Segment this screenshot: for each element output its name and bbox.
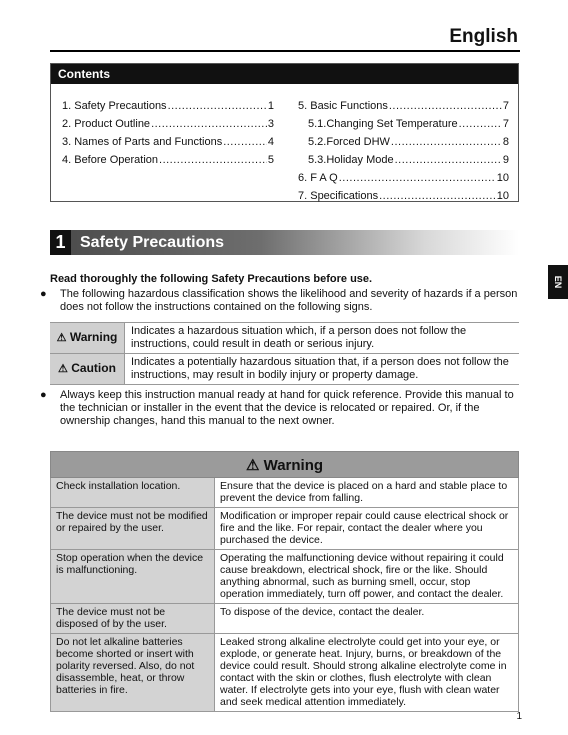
toc-subitem[interactable]: 5.1.Changing Set Temperature ..... 7 [298, 112, 509, 130]
warning-triangle-icon: ⚠ [245, 456, 260, 474]
section-number: 1 [50, 230, 71, 255]
contents-heading: Contents [51, 64, 518, 84]
caution-triangle-icon: ⚠ [58, 363, 68, 375]
hazard-label: ⚠ Caution [50, 354, 125, 385]
table-row [50, 323, 519, 354]
warning-triangle-icon: ⚠ [56, 332, 67, 344]
contents-box [50, 63, 519, 202]
header-rule [50, 50, 520, 52]
table-row: Do not let alkaline batteries become shorted or insert with polarity reversed. Also, do not disassemble, heat, or throw batteries in fire. Leaked strong alkaline electrolyte could get into your eye, or explode, or generate heat. Injury, burns, or breakdown of the device could result. Should strong alkaline electrolyte come in contact with the skin or clothes, flush electrolyte with clean water. If electrolyte gets into your eye, flush with clean water and seek medical attention immediately. [51, 634, 519, 712]
intro-paragraph: ● The following hazardous classification shows the likelihood and severity of hazards if a person does not follow the instructions contained on the following signs. [40, 288, 518, 313]
language-heading: English [449, 26, 518, 47]
lead-text: Read thoroughly the following Safety Precautions before use. [50, 273, 373, 285]
toc-item[interactable]: 6. F A Q ..... 10 [298, 166, 509, 184]
toc-subitem[interactable]: 5.2.Forced DHW ..... 8 [298, 130, 509, 148]
toc-item[interactable]: 5. Basic Functions ..... 7 [298, 94, 509, 112]
keep-manual-paragraph: ● Always keep this instruction manual ready at hand for quick reference. Provide this manual to the technician or installer in the event that the device is relocated or repaired. Or, if the ownership changes, hand this manual to the next owner. [40, 389, 514, 427]
toc-subitem[interactable]: 5.3.Holiday Mode ..... 9 [298, 148, 509, 166]
toc-item[interactable]: 7. Specifications ..... 10 [298, 184, 509, 202]
language-side-tab: EN [548, 265, 568, 299]
section-title: Safety Precautions [80, 234, 225, 251]
table-row [50, 354, 519, 385]
hazard-label: ⚠ Warning [50, 323, 125, 354]
table-row: Stop operation when the device is malfunctioning. Operating the malfunctioning device without repairing it could cause breakdown, electrical shock, fire or the like. Should anything abnormal, such as burning smell, occur, stop operation immediately, turn off power, and contact the dealer. [51, 550, 519, 604]
toc-item[interactable]: 2. Product Outline ..... 3 [62, 112, 274, 130]
table-row: The device must not be disposed of by the user. To dispose of the device, contact the dealer. [51, 604, 519, 634]
table-row: The device must not be modified or repaired by the user. Modification or improper repair could cause electrical shock or fire and the like. For repair, contact the dealer where you purchased the device. [51, 508, 519, 550]
table-row: Check installation location. Ensure that the device is placed on a hard and stable place to prevent the device from falling. [51, 478, 519, 508]
hazard-description: Indicates a potentially hazardous situation that, if a person does not follow the instructions, may result in bodily injury or property damage. [125, 354, 520, 385]
toc-right-column [298, 94, 509, 202]
warning-table [50, 451, 519, 712]
toc-item[interactable]: 4. Before Operation ..... 5 [62, 148, 274, 166]
bullet-icon: ● [40, 288, 47, 300]
page-number: 1 [516, 711, 522, 722]
toc-item[interactable]: 3. Names of Parts and Functions ..... 4 [62, 130, 274, 148]
table-header-row [51, 452, 519, 478]
bullet-icon: ● [40, 389, 47, 401]
toc-item[interactable]: 1. Safety Precautions ..... 1 [62, 94, 274, 112]
toc-left-column [62, 94, 274, 166]
hazard-description: Indicates a hazardous situation which, if a person does not follow the instructions, could result in death or serious injury. [125, 323, 520, 354]
section-title-bar [50, 230, 519, 255]
hazard-classification-table [50, 322, 519, 385]
warning-table-title: ⚠ Warning [51, 452, 519, 478]
